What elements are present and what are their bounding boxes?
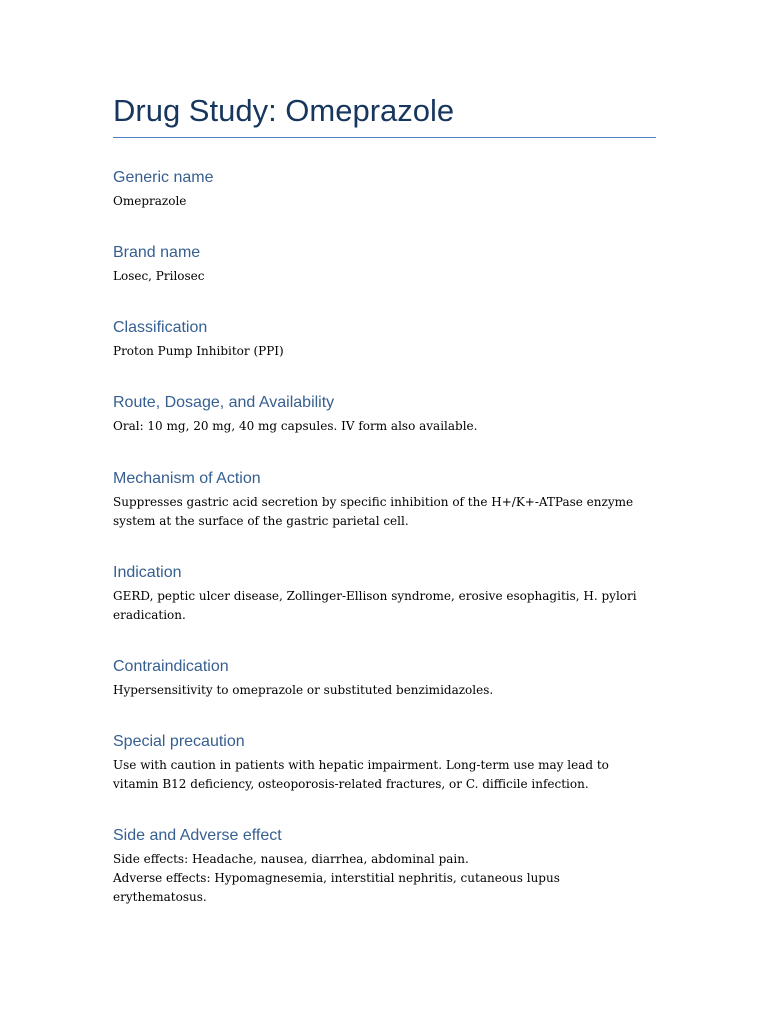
- section-heading: Special precaution: [113, 733, 245, 751]
- section-body: [113, 267, 656, 286]
- section-heading: Brand name: [113, 244, 201, 262]
- body-text: GERD, peptic ulcer disease, Zollinger-Ellison syndrome, erosive esophagitis, H. pylori eradication.: [113, 589, 637, 623]
- section-heading: Generic name: [113, 169, 214, 187]
- body-text: Use with caution in patients with hepatic impairment. Long-term use may lead to vitamin B12 deficiency, osteoporosis-related fractures, or C. difficile infection.: [113, 758, 609, 792]
- section-body: [113, 192, 656, 211]
- section-route-dosage: [113, 389, 656, 436]
- section-heading: Contraindication: [113, 658, 229, 676]
- section-generic-name: [113, 164, 656, 211]
- body-text: Oral: 10 mg, 20 mg, 40 mg capsules. IV form also available.: [113, 419, 478, 434]
- section-brand-name: [113, 239, 656, 286]
- section-heading: Indication: [113, 564, 182, 582]
- body-text: Side effects: Headache, nausea, diarrhea, abdominal pain.: [113, 852, 469, 867]
- section-body: [113, 493, 656, 531]
- section-side-adverse-effect: [113, 822, 656, 907]
- section-contraindication: [113, 653, 656, 700]
- body-text: Omeprazole: [113, 194, 187, 209]
- body-text: Proton Pump Inhibitor (PPI): [113, 344, 284, 359]
- section-indication: [113, 559, 656, 625]
- body-text: Adverse effects: Hypomagnesemia, interstitial nephritis, cutaneous lupus erythematosus.: [113, 871, 560, 905]
- document-title: Drug Study: Omeprazole: [113, 93, 455, 128]
- section-mechanism-of-action: [113, 465, 656, 531]
- section-heading: Route, Dosage, and Availability: [113, 394, 335, 412]
- body-text: Suppresses gastric acid secretion by specific inhibition of the H+/K+-ATPase enzyme system at the surface of the gastric parietal cell.: [113, 495, 634, 529]
- section-body: [113, 342, 656, 361]
- section-heading: Side and Adverse effect: [113, 827, 282, 845]
- body-text: Hypersensitivity to omeprazole or substituted benzimidazoles.: [113, 683, 494, 698]
- section-body: [113, 681, 656, 700]
- section-heading: Classification: [113, 319, 208, 337]
- section-body: [113, 417, 656, 436]
- title-divider: [113, 137, 656, 138]
- section-special-precaution: [113, 728, 656, 794]
- document-page: [113, 92, 656, 907]
- section-body: [113, 587, 656, 625]
- body-text: Losec, Prilosec: [113, 269, 205, 284]
- section-body: [113, 756, 656, 794]
- section-classification: [113, 314, 656, 361]
- section-heading: Mechanism of Action: [113, 470, 261, 488]
- section-body: [113, 850, 656, 907]
